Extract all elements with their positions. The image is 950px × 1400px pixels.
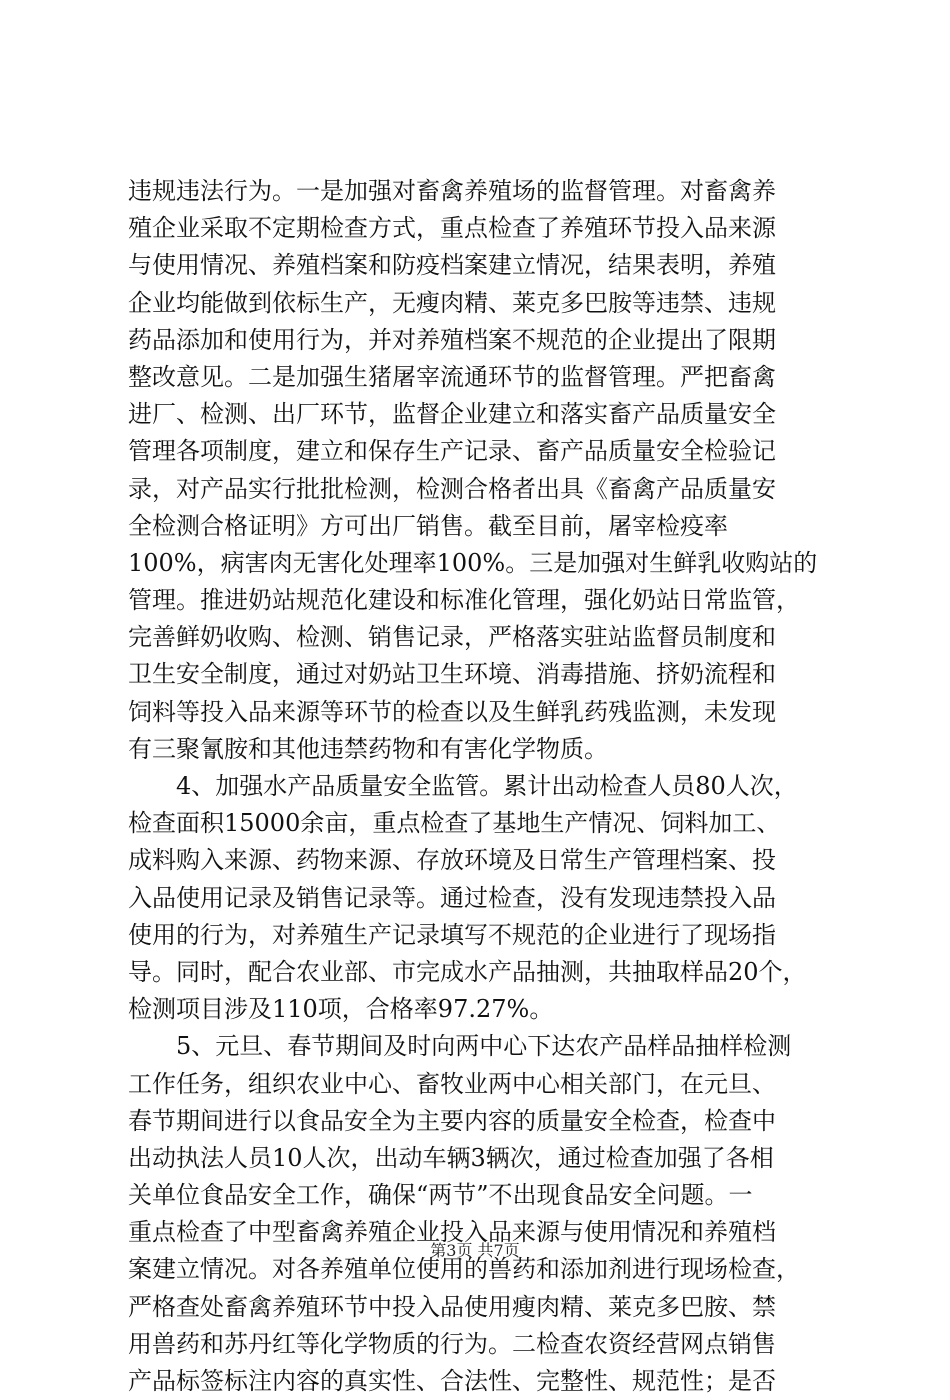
text-line: 使用的行为，对养殖生产记录填写不规范的企业进行了现场指 [128, 920, 776, 949]
text-line: 成料购入来源、药物来源、存放环境及日常生产管理档案、投 [128, 846, 776, 875]
text-line: 出动执法人员10人次，出动车辆3辆次，通过检查加强了各相 [128, 1143, 774, 1172]
text-line: 春节期间进行以食品安全为主要内容的质量安全检查，检查中 [128, 1106, 776, 1135]
text-line: 重点检查了中型畜禽养殖企业投入品来源与使用情况和养殖档 [128, 1218, 776, 1247]
text-line: 违规违法行为。一是加强对畜禽养殖场的监督管理。对畜禽养 [128, 177, 776, 205]
text-line: 进厂、检测、出厂环节，监督企业建立和落实畜产品质量安全 [128, 400, 776, 429]
text-line: 饲料等投入品来源等环节的检查以及生鲜乳药残监测，未发现 [128, 697, 776, 726]
text-line: 关单位食品安全工作，确保“两节”不出现食品安全问题。一 [128, 1181, 753, 1210]
text-line: 录，对产品实行批批检测，检测合格者出具《畜禽产品质量安 [128, 474, 776, 503]
text-line: 管理。推进奶站规范化建设和标准化管理，强化奶站日常监管， [128, 586, 800, 615]
text-line: 用兽药和苏丹红等化学物质的行为。二检查农资经营网点销售 [128, 1329, 776, 1358]
text-line: 卫生安全制度，通过对奶站卫生环境、消毒措施、挤奶流程和 [128, 660, 776, 689]
text-line: 全检测合格证明》方可出厂销售。截至目前，屠宰检疫率 [128, 511, 728, 540]
text-line: 工作任务，组织农业中心、畜牧业两中心相关部门，在元旦、 [128, 1069, 776, 1098]
text-line: 5、元旦、春节期间及时向两中心下达农产品样品抽样检测 [128, 1032, 792, 1061]
text-line: 整改意见。二是加强生猪屠宰流通环节的监督管理。严把畜禽 [128, 362, 776, 391]
text-line: 检测项目涉及110项，合格率97.27%。 [128, 995, 554, 1024]
text-line: 企业均能做到依标生产，无瘦肉精、莱克多巴胺等违禁、违规 [128, 288, 776, 317]
text-line: 与使用情况、养殖档案和防疫档案建立情况，结果表明，养殖 [128, 251, 776, 280]
text-line: 案建立情况。对各养殖单位使用的兽药和添加剂进行现场检查， [128, 1255, 800, 1284]
text-line: 产品标签标注内容的真实性、合法性、完整性、规范性；是否 [128, 1367, 776, 1395]
page-footer: 第3页 共7页 [430, 1241, 520, 1260]
text-line: 管理各项制度，建立和保存生产记录、畜产品质量安全检验记 [128, 437, 776, 466]
document-body [128, 173, 843, 1400]
text-line: 药品添加和使用行为，并对养殖档案不规范的企业提出了限期 [128, 325, 776, 354]
text-line: 殖企业采取不定期检查方式，重点检查了养殖环节投入品来源 [128, 214, 776, 243]
text-line: 完善鲜奶收购、检测、销售记录，严格落实驻站监督员制度和 [128, 623, 776, 652]
text-line: 4、加强水产品质量安全监管。累计出动检查人员80人次， [128, 772, 798, 800]
text-line: 入品使用记录及销售记录等。通过检查，没有发现违禁投入品 [128, 883, 776, 912]
text-line: 检查面积15000余亩，重点检查了基地生产情况、饲料加工、 [128, 809, 781, 838]
text-line: 导。同时，配合农业部、市完成水产品抽测，共抽取样品20个， [128, 957, 807, 986]
text-line: 100%，病害肉无害化处理率100%。三是加强对生鲜乳收购站的 [128, 548, 818, 577]
text-line: 严格查处畜禽养殖环节中投入品使用瘦肉精、莱克多巴胺、禁 [128, 1292, 776, 1321]
text-line: 有三聚氰胺和其他违禁药物和有害化学物质。 [128, 734, 608, 763]
